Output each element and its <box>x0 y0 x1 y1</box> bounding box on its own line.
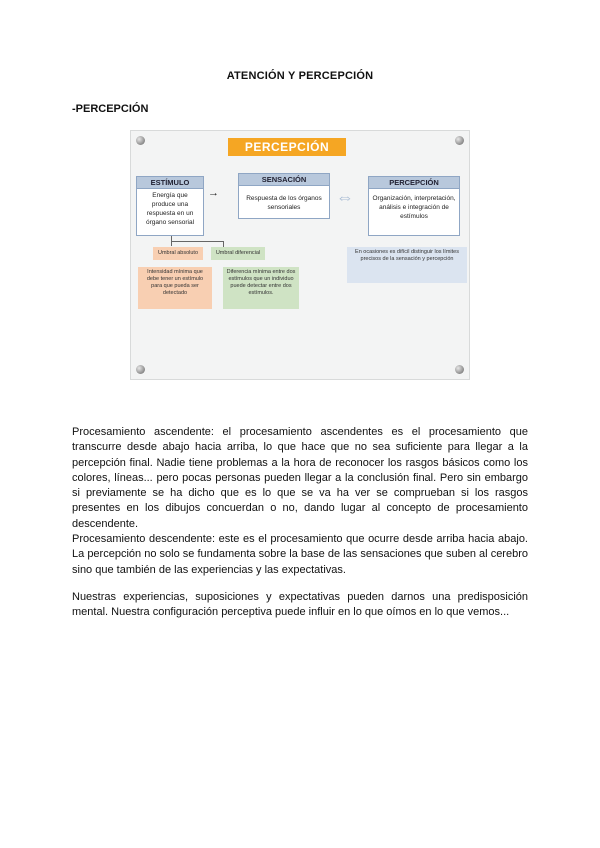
diagram-board <box>130 130 470 380</box>
percepcion-heading: PERCEPCIÓN <box>369 177 459 189</box>
connector-line <box>171 241 223 242</box>
percepcion-text: Organización, interpretación, análisis e integración de estímulos <box>372 195 456 220</box>
paragraph-ascendente: Procesamiento ascendente: el procesamiento ascendentes es el procesamiento que transcurre desde abajo hacia arriba, lo que hace que no sea suficiente para llegar a la percepción final. Nadie tiene problemas a la hora de reconocer los rasgos básicos como los colores, líneas... pero pocas personas pueden llegar a la conclusión final. Pero sin embargo si previamente se ha dicho que es lo que se va ha ver se comprueban si los rasgos presentes en los dibujos concuerdan o no, dando lugar al concepto de procesamiento descendente. <box>72 426 528 530</box>
paragraph-expectativas: Nuestras experiencias, suposiciones y expectativas pueden darnos una predisposición mental. Nuestra configuración perceptiva puede influir en lo que oímos en lo que vemos... <box>72 591 528 619</box>
section-heading: -PERCEPCIÓN <box>72 103 149 115</box>
pin-icon <box>136 136 145 145</box>
double-arrow-icon: ⇔ <box>336 187 354 207</box>
estimulo-heading: ESTÍMULO <box>137 177 203 189</box>
umbral-absoluto-label: Umbral absoluto <box>153 247 203 260</box>
estimulo-box <box>136 176 204 236</box>
diagram-banner: PERCEPCIÓN <box>228 138 346 156</box>
pin-icon <box>136 365 145 374</box>
paragraph-descendente: Procesamiento descendente: este es el procesamiento que ocurre desde arriba hacia abajo. La percepción no solo se fundamenta sobre la base de las sensaciones que suben al cerebro sino que también de las experiencias y las expectativas. <box>72 533 528 576</box>
umbral-diferencial-definition: Diferencia mínima entre dos estímulos que un individuo puede detectar entre dos estímulos. <box>223 267 299 309</box>
percepcion-box <box>368 176 460 236</box>
umbral-diferencial-label: Umbral diferencial <box>211 247 265 260</box>
estimulo-text: Energía que produce una respuesta en un órgano sensorial <box>145 192 195 226</box>
sensacion-heading: SENSACIÓN <box>239 174 329 186</box>
pin-icon <box>455 365 464 374</box>
paragraph-block <box>72 425 528 578</box>
arrow-right-icon: → <box>208 187 219 199</box>
umbral-absoluto-definition: Intensidad mínima que debe tener un estímulo para que pueda ser detectado <box>138 267 212 309</box>
sensacion-box <box>238 173 330 219</box>
diagram-note: En ocasiones es difícil distinguir los límites precisos de la sensación y percepción <box>347 247 467 283</box>
sensacion-text: Respuesta de los órganos sensoriales <box>246 195 322 211</box>
document-title: ATENCIÓN Y PERCEPCIÓN <box>226 70 374 82</box>
pin-icon <box>455 136 464 145</box>
